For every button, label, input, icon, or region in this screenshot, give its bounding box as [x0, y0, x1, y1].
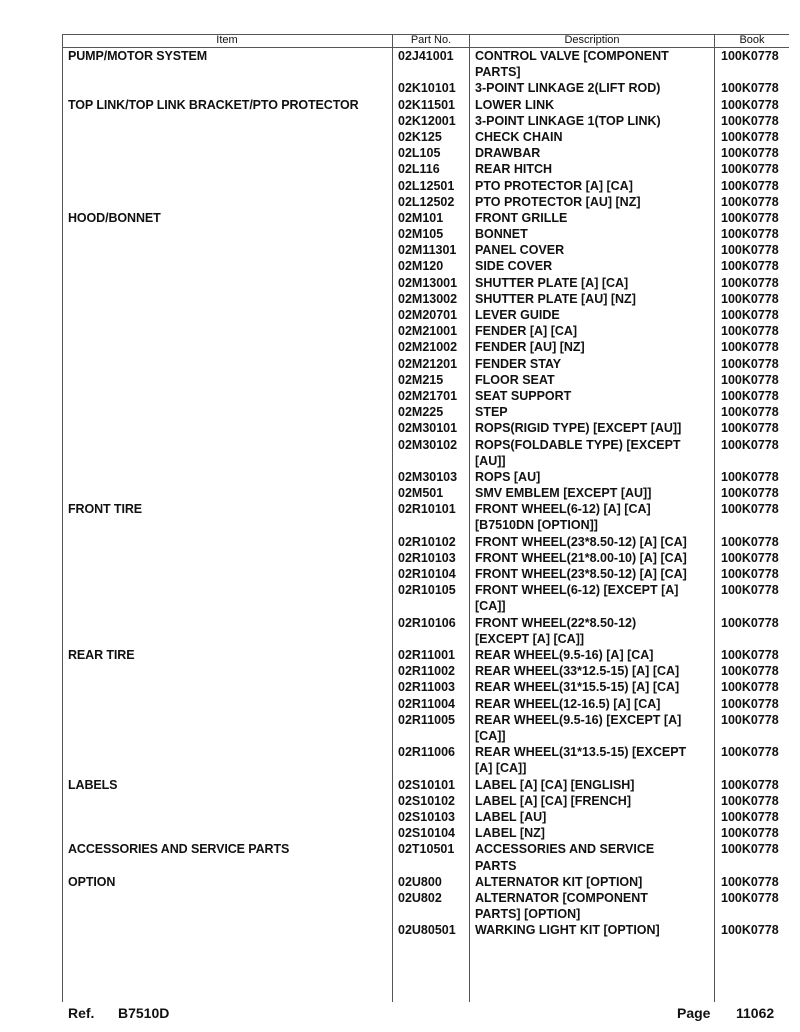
- description-line: ROPS [AU]: [475, 469, 541, 484]
- book-cell: 100K0778: [721, 49, 779, 63]
- description-line: LABEL [AU]: [475, 809, 547, 824]
- description-cell: [475, 242, 715, 258]
- description-cell: [475, 469, 715, 485]
- description-cell: [475, 890, 715, 922]
- part-number-cell: 02M225: [398, 405, 444, 420]
- description-line: FRONT WHEEL(21*8.00-10) [A] [CA]: [475, 550, 687, 565]
- table-row: [0, 258, 800, 274]
- description-line: ROPS(RIGID TYPE) [EXCEPT [AU]]: [475, 421, 682, 436]
- description-line: ALTERNATOR KIT [OPTION]: [475, 874, 643, 889]
- book-cell: 100K0778: [721, 356, 779, 371]
- column-header-description: Description: [564, 34, 620, 46]
- part-number-cell: 02T10501: [398, 842, 455, 857]
- table-row: [0, 647, 800, 663]
- part-number-cell: 02U80501: [398, 923, 456, 938]
- part-number-cell: 02M101: [398, 210, 444, 225]
- part-number-cell: 02M13001: [398, 275, 458, 290]
- description-cell: [475, 194, 715, 210]
- part-number-cell: 02R11003: [398, 680, 456, 695]
- part-number-cell: 02R10104: [398, 567, 456, 582]
- part-number-cell: 02S10104: [398, 826, 456, 841]
- part-number-cell: 02M21201: [398, 356, 458, 371]
- part-number-cell: 02M21701: [398, 388, 458, 403]
- book-cell: 100K0778: [721, 550, 779, 565]
- book-cell: 100K0778: [721, 275, 779, 290]
- part-number-cell: 02R11005: [398, 712, 456, 727]
- table-row: [0, 388, 800, 404]
- part-number-cell: 02L116: [398, 162, 440, 177]
- part-number-cell: 02R10106: [398, 615, 456, 630]
- description-cell: [475, 161, 715, 177]
- description-cell: [475, 404, 715, 420]
- book-cell: 100K0778: [721, 146, 779, 161]
- table-row: [0, 922, 800, 938]
- table-row: [0, 161, 800, 177]
- part-number-cell: 02M21001: [398, 324, 458, 339]
- table-row: [0, 874, 800, 890]
- table-row: [0, 890, 800, 922]
- description-line: 3-POINT LINKAGE 1(TOP LINK): [475, 113, 661, 128]
- description-line: REAR WHEEL(9.5-16) [A] [CA]: [475, 648, 654, 663]
- table-row: [0, 275, 800, 291]
- book-cell: 100K0778: [721, 227, 779, 242]
- book-cell: 100K0778: [721, 874, 779, 889]
- part-number-cell: 02U802: [398, 890, 442, 905]
- description-line: FRONT WHEEL(23*8.50-12) [A] [CA]: [475, 534, 687, 549]
- item-cell: REAR TIRE: [68, 648, 135, 663]
- table-row: [0, 323, 800, 339]
- part-number-cell: 02M501: [398, 486, 444, 501]
- description-line: LOWER LINK: [475, 97, 555, 112]
- book-cell: 100K0778: [721, 178, 779, 193]
- item-cell: HOOD/BONNET: [68, 210, 161, 225]
- book-cell: 100K0778: [721, 680, 779, 695]
- table-row: [0, 339, 800, 355]
- description-line: REAR WHEEL(31*13.5-15) [EXCEPT: [475, 745, 687, 760]
- table-row: [0, 307, 800, 323]
- description-line: BONNET: [475, 227, 528, 242]
- table-row: [0, 145, 800, 161]
- part-number-cell: 02K12001: [398, 113, 456, 128]
- table-row: [0, 615, 800, 647]
- book-cell: 100K0778: [721, 113, 779, 128]
- part-number-cell: 02L105: [398, 146, 441, 161]
- description-line: [B7510DN [OPTION]]: [475, 518, 598, 533]
- table-row: [0, 80, 800, 96]
- table-row: [0, 550, 800, 566]
- part-number-cell: 02R10105: [398, 583, 456, 598]
- description-line: PARTS: [475, 858, 517, 873]
- part-number-cell: 02R10102: [398, 534, 456, 549]
- description-line: SEAT SUPPORT: [475, 388, 572, 403]
- description-cell: [475, 566, 715, 582]
- book-cell: 100K0778: [721, 712, 779, 727]
- part-number-cell: 02J41001: [398, 49, 454, 63]
- description-line: FRONT GRILLE: [475, 210, 568, 225]
- item-cell: TOP LINK/TOP LINK BRACKET/PTO PROTECTOR: [68, 97, 359, 112]
- table-row: [0, 356, 800, 372]
- book-cell: 100K0778: [721, 826, 779, 841]
- part-number-cell: 02K125: [398, 129, 442, 144]
- table-row: [0, 113, 800, 129]
- description-line: REAR HITCH: [475, 162, 553, 177]
- description-cell: [475, 615, 715, 647]
- table-row: [0, 534, 800, 550]
- table-row: [0, 242, 800, 258]
- description-cell: [475, 210, 715, 226]
- description-cell: [475, 226, 715, 242]
- book-cell: 100K0778: [721, 308, 779, 323]
- part-number-cell: 02R11002: [398, 664, 456, 679]
- table-row: [0, 437, 800, 469]
- description-cell: [475, 825, 715, 841]
- part-number-cell: 02R11006: [398, 745, 456, 760]
- part-number-cell: 02M30103: [398, 469, 458, 484]
- book-cell: 100K0778: [721, 162, 779, 177]
- description-line: REAR WHEEL(12-16.5) [A] [CA]: [475, 696, 661, 711]
- table-row: [0, 841, 800, 873]
- description-line: [AU]]: [475, 453, 506, 468]
- description-cell: [475, 291, 715, 307]
- book-cell: 100K0778: [721, 777, 779, 792]
- description-line: SMV EMBLEM [EXCEPT [AU]]: [475, 486, 652, 501]
- description-line: CONTROL VALVE [COMPONENT: [475, 49, 669, 63]
- book-cell: 100K0778: [721, 534, 779, 549]
- book-cell: 100K0778: [721, 129, 779, 144]
- description-cell: [475, 388, 715, 404]
- description-line: [CA]]: [475, 599, 506, 614]
- book-cell: 100K0778: [721, 890, 779, 905]
- description-cell: [475, 501, 715, 533]
- description-cell: [475, 809, 715, 825]
- part-number-cell: 02S10101: [398, 777, 456, 792]
- table-row: [0, 696, 800, 712]
- description-line: LABEL [A] [CA] [ENGLISH]: [475, 777, 635, 792]
- footer-ref-label: Ref.: [68, 1005, 95, 1021]
- item-cell: OPTION: [68, 874, 116, 889]
- description-cell: [475, 178, 715, 194]
- book-cell: 100K0778: [721, 291, 779, 306]
- description-line: [EXCEPT [A] [CA]]: [475, 631, 585, 646]
- description-cell: [475, 258, 715, 274]
- book-cell: 100K0778: [721, 421, 779, 436]
- book-cell: 100K0778: [721, 437, 779, 452]
- description-cell: [475, 97, 715, 113]
- table-row: [0, 194, 800, 210]
- description-cell: [475, 874, 715, 890]
- book-cell: 100K0778: [721, 696, 779, 711]
- item-cell: LABELS: [68, 777, 118, 792]
- description-cell: [475, 129, 715, 145]
- footer-page-label: Page: [677, 1005, 711, 1021]
- description-line: FRONT WHEEL(6-12) [A] [CA]: [475, 502, 651, 517]
- book-cell: 100K0778: [721, 81, 779, 96]
- part-number-cell: 02L12501: [398, 178, 455, 193]
- book-cell: 100K0778: [721, 97, 779, 112]
- description-cell: [475, 582, 715, 614]
- description-line: SHUTTER PLATE [A] [CA]: [475, 275, 629, 290]
- description-line: REAR WHEEL(31*15.5-15) [A] [CA]: [475, 680, 680, 695]
- part-number-cell: 02R10101: [398, 502, 456, 517]
- description-cell: [475, 420, 715, 436]
- table-row: [0, 210, 800, 226]
- book-cell: 100K0778: [721, 567, 779, 582]
- part-number-cell: 02M20701: [398, 308, 458, 323]
- description-cell: [475, 275, 715, 291]
- book-cell: 100K0778: [721, 809, 779, 824]
- book-cell: 100K0778: [721, 194, 779, 209]
- table-row: [0, 712, 800, 744]
- description-line: PARTS] [OPTION]: [475, 907, 581, 922]
- description-line: FENDER STAY: [475, 356, 562, 371]
- description-line: FENDER [AU] [NZ]: [475, 340, 585, 355]
- description-line: PANEL COVER: [475, 243, 565, 258]
- part-number-cell: 02M120: [398, 259, 444, 274]
- part-number-cell: 02M105: [398, 227, 444, 242]
- description-line: PARTS]: [475, 65, 521, 80]
- table-row: [0, 178, 800, 194]
- description-line: LEVER GUIDE: [475, 308, 560, 323]
- description-line: FENDER [A] [CA]: [475, 324, 578, 339]
- part-number-cell: 02R10103: [398, 550, 456, 565]
- description-line: DRAWBAR: [475, 146, 541, 161]
- table-row: [0, 404, 800, 420]
- table-row: [0, 129, 800, 145]
- description-line: STEP: [475, 405, 508, 420]
- description-cell: [475, 356, 715, 372]
- description-cell: [475, 80, 715, 96]
- description-line: REAR WHEEL(33*12.5-15) [A] [CA]: [475, 664, 680, 679]
- table-row: [0, 485, 800, 501]
- table-row: [0, 97, 800, 113]
- part-number-cell: 02S10103: [398, 809, 456, 824]
- description-cell: [475, 113, 715, 129]
- description-line: ALTERNATOR [COMPONENT: [475, 890, 648, 905]
- book-cell: 100K0778: [721, 842, 779, 857]
- table-row: [0, 226, 800, 242]
- footer-page-number: 11062: [736, 1005, 775, 1021]
- book-cell: 100K0778: [721, 405, 779, 420]
- book-cell: 100K0778: [721, 388, 779, 403]
- description-line: LABEL [NZ]: [475, 826, 545, 841]
- parts-table-body: [0, 48, 800, 938]
- book-cell: 100K0778: [721, 486, 779, 501]
- description-cell: [475, 647, 715, 663]
- book-cell: 100K0778: [721, 664, 779, 679]
- table-row: [0, 793, 800, 809]
- description-cell: [475, 777, 715, 793]
- description-line: [CA]]: [475, 728, 506, 743]
- table-row: [0, 582, 800, 614]
- part-number-cell: 02K11501: [398, 97, 456, 112]
- description-line: ROPS(FOLDABLE TYPE) [EXCEPT: [475, 437, 681, 452]
- book-cell: 100K0778: [721, 259, 779, 274]
- description-cell: [475, 48, 715, 80]
- table-row: [0, 372, 800, 388]
- table-row: [0, 48, 800, 80]
- description-line: FLOOR SEAT: [475, 372, 555, 387]
- description-cell: [475, 485, 715, 501]
- part-number-cell: 02R11004: [398, 696, 456, 711]
- book-cell: 100K0778: [721, 502, 779, 517]
- column-header-item: Item: [216, 34, 238, 46]
- description-line: SIDE COVER: [475, 259, 553, 274]
- table-row: [0, 679, 800, 695]
- table-row: [0, 809, 800, 825]
- table-row: [0, 744, 800, 776]
- description-line: REAR WHEEL(9.5-16) [EXCEPT [A]: [475, 712, 682, 727]
- description-cell: [475, 744, 715, 776]
- description-line: [A] [CA]]: [475, 761, 527, 776]
- book-cell: 100K0778: [721, 923, 779, 938]
- table-row: [0, 566, 800, 582]
- description-cell: [475, 922, 715, 938]
- table-row: [0, 501, 800, 533]
- description-cell: [475, 793, 715, 809]
- description-line: LABEL [A] [CA] [FRENCH]: [475, 793, 631, 808]
- column-header-book: Book: [739, 34, 765, 46]
- description-cell: [475, 841, 715, 873]
- description-cell: [475, 372, 715, 388]
- table-row: [0, 420, 800, 436]
- book-cell: 100K0778: [721, 243, 779, 258]
- book-cell: 100K0778: [721, 793, 779, 808]
- table-row: [0, 469, 800, 485]
- book-cell: 100K0778: [721, 324, 779, 339]
- part-number-cell: 02S10102: [398, 793, 456, 808]
- book-cell: 100K0778: [721, 615, 779, 630]
- description-line: FRONT WHEEL(6-12) [EXCEPT [A]: [475, 583, 679, 598]
- description-cell: [475, 663, 715, 679]
- description-cell: [475, 679, 715, 695]
- description-line: WARKING LIGHT KIT [OPTION]: [475, 923, 660, 938]
- book-cell: 100K0778: [721, 745, 779, 760]
- description-cell: [475, 307, 715, 323]
- table-row: [0, 825, 800, 841]
- book-cell: 100K0778: [721, 340, 779, 355]
- part-number-cell: 02U800: [398, 874, 442, 889]
- book-cell: 100K0778: [721, 372, 779, 387]
- item-cell: FRONT TIRE: [68, 502, 142, 517]
- description-line: SHUTTER PLATE [AU] [NZ]: [475, 291, 636, 306]
- item-cell: PUMP/MOTOR SYSTEM: [68, 49, 208, 63]
- book-cell: 100K0778: [721, 583, 779, 598]
- part-number-cell: 02M21002: [398, 340, 458, 355]
- table-row: [0, 663, 800, 679]
- book-cell: 100K0778: [721, 648, 779, 663]
- description-cell: [475, 339, 715, 355]
- description-line: CHECK CHAIN: [475, 129, 563, 144]
- part-number-cell: 02M11301: [398, 243, 457, 258]
- part-number-cell: 02M30102: [398, 437, 458, 452]
- description-line: FRONT WHEEL(22*8.50-12): [475, 615, 637, 630]
- item-cell: ACCESSORIES AND SERVICE PARTS: [68, 842, 290, 857]
- part-number-cell: 02R11001: [398, 648, 456, 663]
- description-line: FRONT WHEEL(23*8.50-12) [A] [CA]: [475, 567, 687, 582]
- description-line: PTO PROTECTOR [A] [CA]: [475, 178, 633, 193]
- description-cell: [475, 550, 715, 566]
- table-row: [0, 291, 800, 307]
- part-number-cell: 02K10101: [398, 81, 456, 96]
- part-number-cell: 02L12502: [398, 194, 455, 209]
- part-number-cell: 02M215: [398, 372, 444, 387]
- column-header-part-no: Part No.: [410, 34, 452, 46]
- description-line: ACCESSORIES AND SERVICE: [475, 842, 655, 857]
- description-line: 3-POINT LINKAGE 2(LIFT ROD): [475, 81, 661, 96]
- description-cell: [475, 145, 715, 161]
- part-number-cell: 02M13002: [398, 291, 458, 306]
- description-line: PTO PROTECTOR [AU] [NZ]: [475, 194, 641, 209]
- description-cell: [475, 437, 715, 469]
- part-number-cell: 02M30101: [398, 421, 458, 436]
- description-cell: [475, 696, 715, 712]
- footer-model: B7510D: [118, 1005, 170, 1021]
- book-cell: 100K0778: [721, 210, 779, 225]
- description-cell: [475, 323, 715, 339]
- table-row: [0, 777, 800, 793]
- book-cell: 100K0778: [721, 469, 779, 484]
- description-cell: [475, 712, 715, 744]
- description-cell: [475, 534, 715, 550]
